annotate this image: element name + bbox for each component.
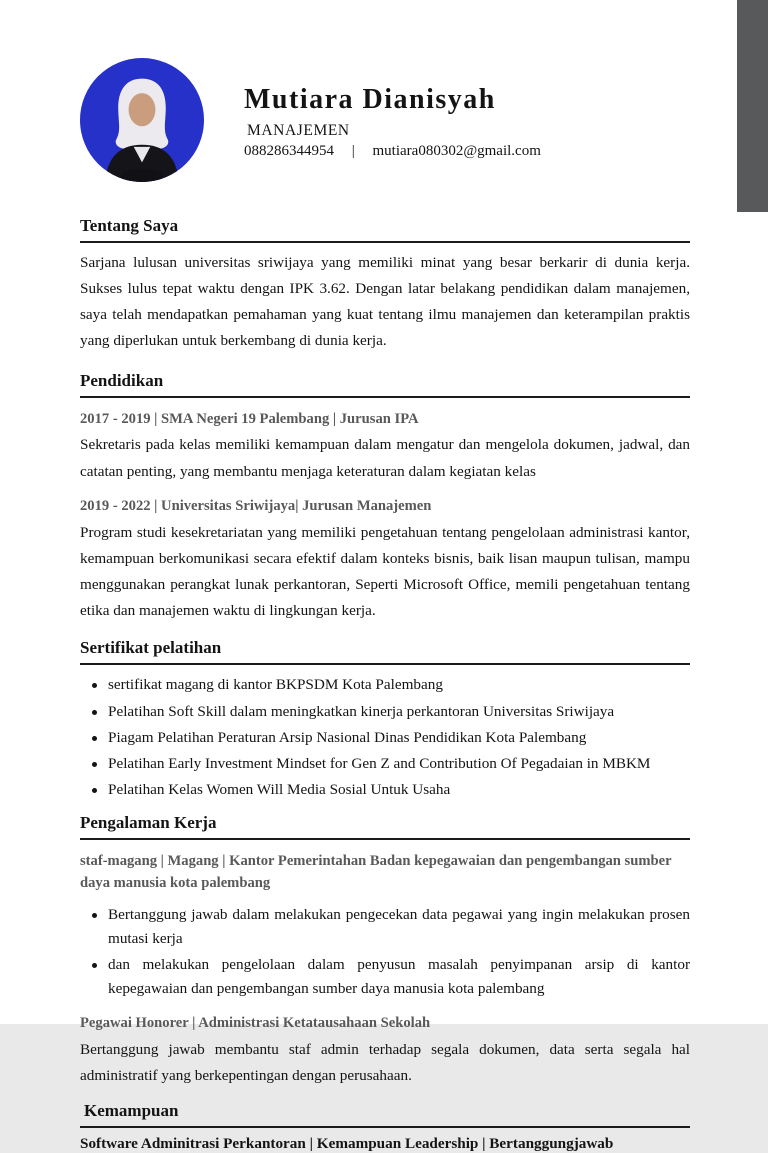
about-heading: Tentang Saya [80,216,179,235]
certificate-text: Piagam Pelatihan Peraturan Arsip Nasional Dinas Pendidikan Kota Palembang [108,728,587,746]
section-experience [80,813,690,1089]
skills-line: Software Adminitrasi Perkantoran | Kemampuan Leadership | Bertanggungjawab [80,1134,614,1152]
bullet-icon [92,963,97,968]
section-education [80,371,690,625]
section-divider [80,396,690,398]
section-divider [80,663,690,665]
section-divider [80,241,690,243]
education-entry-title: 2019 - 2022 | Universitas Sriwijaya| Jurusan Manajemen [80,497,432,514]
list-item [92,953,690,1002]
experience-bullet-text: Bertanggung jawab dalam melakukan pengecekan data pegawai yang ingin melakukan prosen mutasi kerja [108,905,690,947]
education-entry-desc: Program studi kesekretariatan yang memiliki pengetahuan tentang pengelolaan administrasi kantor, kemampuan berkomunikasi secara efektif dalam konteks bisnis, baik lisan maupun tulisan, mampu menggunakan perangkat lunak perkantoran, Seperti Microsoft Office, memili pengetahuan tentang etika dan manajemen waktu di lingkungan kerja. [80,523,690,620]
contact-separator: | [351,143,355,159]
experience-entry-title: staf-magang | Magang | Kantor Pemerintahan Badan kepegawaian dan pengembangan sumber daya manusia kota palembang [80,852,672,891]
skills-heading: Kemampuan [84,1100,179,1120]
experience-bullet-list [80,903,690,1002]
profile-photo-illustration [80,58,204,182]
education-entry-title: 2017 - 2019 | SMA Negeri 19 Palembang | Jurusan IPA [80,410,419,427]
bullet-icon [92,788,97,793]
list-item [92,673,690,697]
experience-entry [80,851,690,1002]
section-skills [80,1101,690,1153]
person-degree: MANAJEMEN [247,122,350,139]
certificate-text: Pelatihan Soft Skill dalam meningkatkan kinerja perkantoran Universitas Sriwijaya [108,702,615,720]
education-heading: Pendidikan [80,370,164,390]
experience-entry [80,1013,690,1089]
email-address: mutiara080302@gmail.com [372,143,541,159]
header-text [244,80,541,160]
phone-number: 088286344954 [244,143,334,159]
experience-heading: Pengalaman Kerja [80,812,217,832]
section-divider [80,1126,690,1128]
certificates-list [80,673,690,803]
list-item [92,752,690,776]
education-entry-desc: Sekretaris pada kelas memiliki kemampuan dalam mengatur dan mengelola dokumen, jadwal, dan catatan penting, yang membantu menjaga keteraturan dalam kegiatan kelas [80,436,690,480]
certificates-heading: Sertifikat pelatihan [80,638,222,658]
section-divider [80,838,690,840]
education-entry [80,409,690,485]
person-name: Mutiara Dianisyah [244,84,496,115]
list-item [92,778,690,802]
education-entry [80,496,690,624]
bullet-icon [92,710,97,715]
experience-entry-title: Pegawai Honorer | Administrasi Ketatausahaan Sekolah [80,1014,431,1031]
bullet-icon [92,762,97,767]
profile-photo [80,58,204,182]
bullet-icon [92,736,97,741]
list-item [92,903,690,952]
certificate-text: sertifikat magang di kantor BKPSDM Kota Palembang [108,676,443,694]
about-text: Sarjana lulusan universitas sriwijaya yang memiliki minat yang besar berkarir di dunia kerja. Sukses lulus tepat waktu dengan IPK 3.62. Dengan latar belakang pendidikan dalam manajemen, saya telah mendapatkan pemahaman yang kuat tentang ilmu manajemen dan keterampilan praktis yang diperlukan untuk berkembang di dunia kerja. [80,254,690,350]
corner-tab [737,0,768,212]
list-item [92,726,690,750]
bullet-icon [92,683,97,688]
experience-bullet-text: dan melakukan pengelolaan dalam penyusun masalah penyimpanan arsip di kantor kepegawaian dan pengembangan sumber daya manusia kota palembang [108,956,690,998]
bullet-icon [92,913,97,918]
experience-entry-desc: Bertanggung jawab membantu staf admin terhadap segala dokumen, data serta segala hal administratif yang berkepentingan dengan perusahaan. [80,1040,690,1084]
resume-header [80,0,690,182]
certificate-text: Pelatihan Early Investment Mindset for Gen Z and Contribution Of Pegadaian in MBKM [108,755,651,773]
contact-line [244,143,541,160]
section-certificates [80,638,690,803]
section-about [80,216,690,355]
list-item [92,700,690,724]
certificate-text: Pelatihan Kelas Women Will Media Sosial Untuk Usaha [108,781,451,799]
